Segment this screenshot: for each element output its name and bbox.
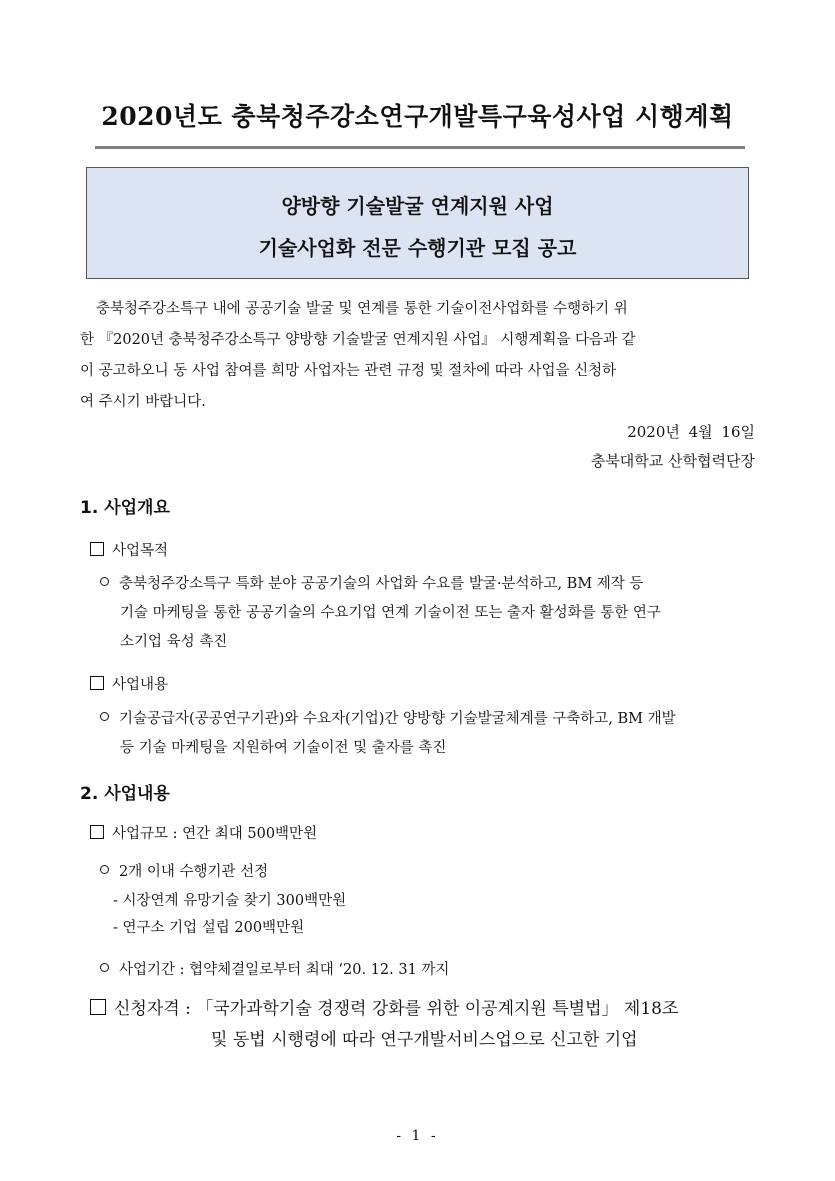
- purpose-text-line: 기술 마케팅을 통한 공공기술의 수요기업 연계 기술이전 또는 출자 활성화를 통한 연구: [120, 605, 661, 621]
- scale-text: 사업규모 : 연간 최대 500백만원: [112, 826, 318, 842]
- page-number: - 1 -: [396, 1128, 439, 1144]
- scale-item: [90, 822, 317, 843]
- content-bullet: [100, 705, 755, 763]
- title-underline: [95, 146, 745, 149]
- notice-box: [86, 167, 749, 279]
- qualification-text-line: 및 동법 시행령에 따라 연구개발서비스업으로 신고한 기업: [211, 1030, 638, 1050]
- content-text-line: 기술공급자(공공연구기관)와 수요자(기업)간 양방향 기술발굴체계를 구축하고, BM 개발: [119, 711, 676, 727]
- document-title: 2020년도 충북청주강소연구개발특구육성사업 시행계획: [101, 102, 734, 131]
- period-bullet: [100, 956, 755, 985]
- purpose-item: [90, 539, 168, 560]
- circle-bullet-icon: [100, 577, 109, 586]
- issuer-name: 충북대학교 산학협력단장: [590, 452, 755, 470]
- sub-item-market: - 시장연계 유망기술 찾기 300백만원: [113, 893, 347, 909]
- circle-bullet-icon: [100, 865, 109, 874]
- content-label: 사업내용: [112, 677, 169, 693]
- notice-title-line2: 기술사업화 전문 수행기관 모집 공고: [258, 236, 577, 260]
- section1-heading: 1. 사업개요: [80, 498, 170, 518]
- purpose-text-line: 충북청주강소특구 특화 분야 공공기술의 사업화 수요를 발굴·분석하고, BM 제작 등: [119, 576, 644, 592]
- intro-paragraph: [80, 294, 755, 418]
- content-text-line: 등 기술 마케팅을 지원하여 기술이전 및 출자를 촉진: [120, 740, 447, 756]
- qualification-item: [90, 995, 678, 1023]
- selection-text: 2개 이내 수행기관 선정: [119, 864, 269, 880]
- checkbox-square-icon: [90, 676, 104, 690]
- intro-line: 충북청주강소특구 내에 공공기술 발굴 및 연계를 통한 기술이전사업화를 수행하기 위: [96, 301, 628, 317]
- notice-title-line1: 양방향 기술발굴 연계지원 사업: [281, 194, 554, 218]
- checkbox-square-icon: [90, 542, 104, 556]
- intro-line: 이 공고하오니 동 사업 참여를 희망 사업자는 관련 규정 및 절차에 따라 사업을 신청하: [80, 363, 617, 379]
- checkbox-square-icon: [90, 999, 106, 1015]
- selection-bullet: [100, 858, 755, 887]
- sub-item-lab-company: - 연구소 기업 설립 200백만원: [113, 920, 305, 936]
- section2-heading: 2. 사업내용: [80, 784, 170, 804]
- qualification-text-line: 신청자격 : 「국가과학기술 경쟁력 강화를 위한 이공계지원 특별법」 제18조: [114, 999, 679, 1019]
- purpose-text-line: 소기업 육성 촉진: [120, 634, 228, 650]
- notice-date: 2020년 4월 16일: [627, 423, 755, 441]
- content-item: [90, 673, 168, 694]
- period-text: 사업기간 : 협약체결일로부터 최대 ‘20. 12. 31 까지: [119, 962, 450, 978]
- circle-bullet-icon: [100, 712, 109, 721]
- purpose-label: 사업목적: [112, 543, 169, 559]
- purpose-bullet: [100, 570, 755, 657]
- intro-line: 한 『2020년 충북청주강소특구 양방향 기술발굴 연계지원 사업』 시행계획을 다음과 같: [80, 332, 636, 348]
- intro-line: 여 주시기 바랍니다.: [80, 394, 206, 410]
- checkbox-square-icon: [90, 825, 104, 839]
- circle-bullet-icon: [100, 963, 109, 972]
